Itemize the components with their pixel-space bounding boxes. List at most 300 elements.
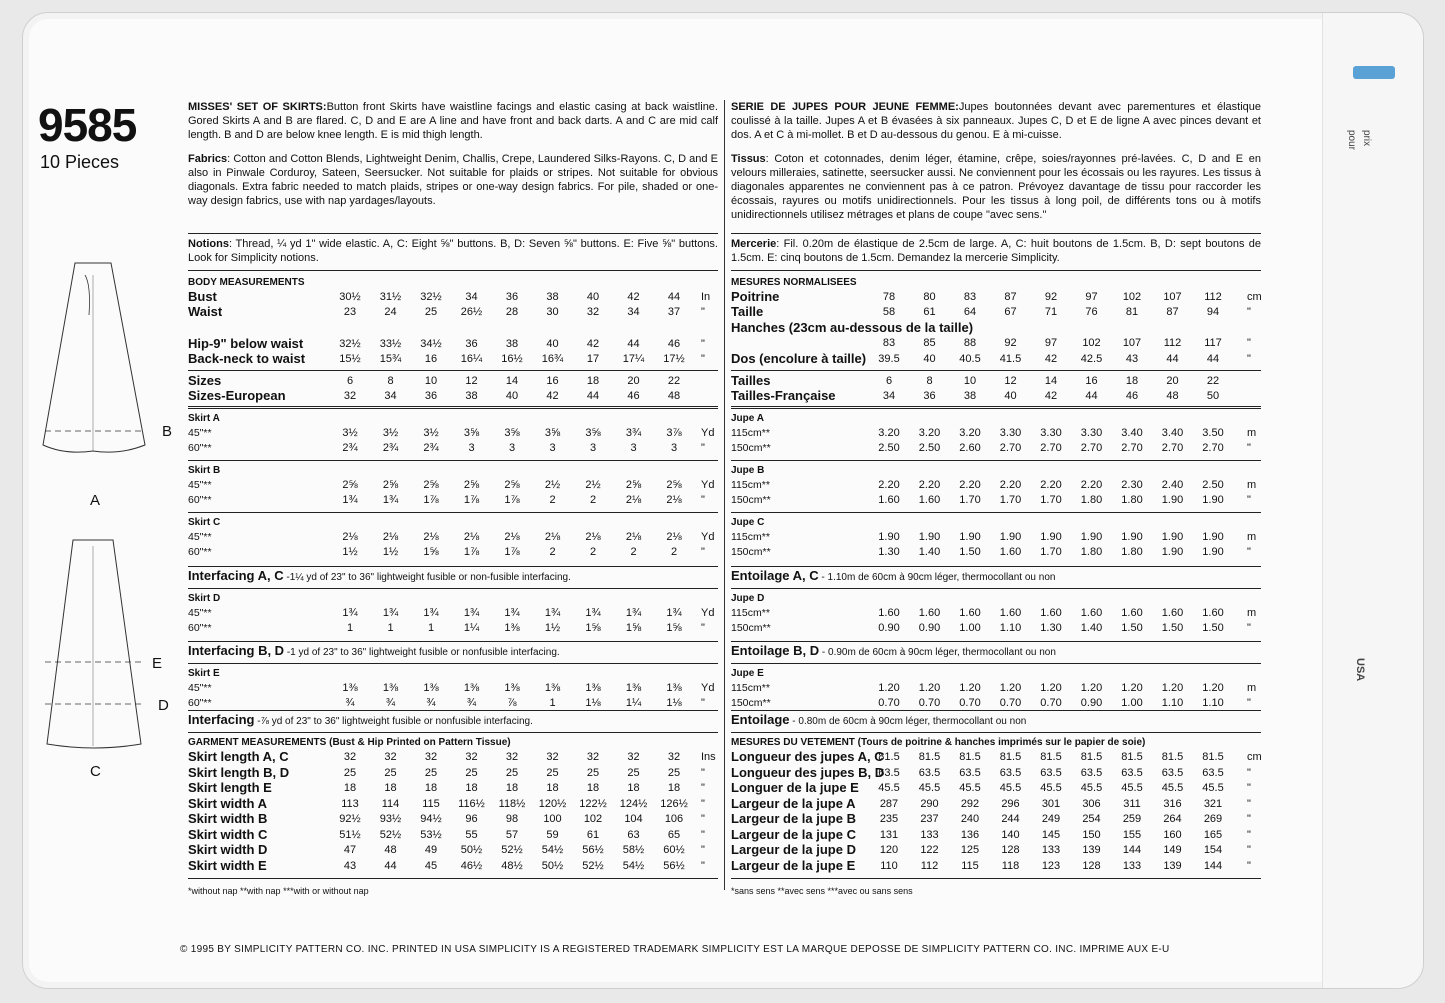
fr-garment-row xyxy=(731,828,1261,842)
fr-width-label: 150cm** xyxy=(731,697,771,709)
en-garment-title: GARMENT MEASUREMENTS (Bust & Hip Printed on Pattern Tissue) xyxy=(188,737,511,748)
fr-skirt-value: 3.30 xyxy=(1080,427,1103,439)
en-garment-row-value: 122½ xyxy=(579,797,607,810)
en-garment-row xyxy=(188,843,718,857)
en-skirt-value: 1⅞ xyxy=(504,546,520,558)
en-width-label: 60"** xyxy=(188,494,212,506)
en-garment-row-value: 63 xyxy=(627,828,640,841)
fr-skirt-value: 1.20 xyxy=(918,682,941,694)
en-skirt-value: 3⅝ xyxy=(585,427,601,439)
en-garment-row-value: 104 xyxy=(624,813,643,825)
en-garment-row-value: 50½ xyxy=(460,844,483,856)
fr-garment-row-value: 244 xyxy=(1001,813,1020,825)
en-body-row-value: 34 xyxy=(465,291,478,303)
column-divider xyxy=(724,100,725,890)
en-garment-row-value: 32 xyxy=(505,751,519,763)
en-interfacing-e-title: Interfacing xyxy=(188,712,255,727)
en-garment-row-value: 47 xyxy=(343,844,357,856)
fr-interfacing-ac-title: Entoilage A, C xyxy=(731,568,819,583)
fr-garment-row-label: Longuer de la jupe E xyxy=(731,780,859,795)
fr-skirt-value: 1.20 xyxy=(999,682,1022,694)
en-skirt-value: 2⅛ xyxy=(666,531,682,543)
fr-skirt-value: 1.80 xyxy=(1121,546,1143,558)
fr-body-row-value: 38 xyxy=(963,390,977,402)
en-skirt-value: 1¼ xyxy=(625,697,642,709)
fr-body-row-value: 88 xyxy=(963,337,977,349)
en-garment-row-value: 57 xyxy=(505,828,519,841)
fr-garment-row-value: 128 xyxy=(1001,844,1020,856)
fr-skirt-value: 1.60 xyxy=(1161,607,1184,619)
fr-skirt-value: 2.70 xyxy=(1202,442,1224,454)
fr-body-row-label: Dos (encolure à taille) xyxy=(731,351,867,366)
fr-body-row-label: Tailles-Française xyxy=(731,388,836,403)
fr-interfacing-e-title: Entoilage xyxy=(731,712,790,727)
en-garment-row-value: 32 xyxy=(667,751,681,763)
fr-skirt-unit: m xyxy=(1247,682,1257,694)
en-garment-row-value: 51½ xyxy=(339,828,361,841)
en-body-row-value: 32 xyxy=(586,306,600,318)
en-rule xyxy=(188,233,718,234)
en-body-row-value: 16¾ xyxy=(541,353,564,365)
en-skirt-value: 2¾ xyxy=(342,442,358,454)
fr-garment-row-label: Largeur de la jupe C xyxy=(731,826,856,842)
fr-interfacing-bd-title: Entoilage B, D xyxy=(731,643,820,658)
fr-garment-row-value: 45.5 xyxy=(1121,782,1143,794)
en-body-row-label: Back-neck to waist xyxy=(188,351,306,366)
fr-body-row-value: 8 xyxy=(926,375,933,387)
skirt-cde-illustration xyxy=(25,532,175,762)
fr-body-row xyxy=(731,389,1261,403)
fr-body-row-value: 83 xyxy=(882,337,896,349)
en-body-row-value: 33½ xyxy=(379,338,402,350)
en-rule xyxy=(188,512,718,513)
fr-skirt-value: 0.70 xyxy=(999,697,1022,709)
en-garment-row xyxy=(188,781,718,795)
en-garment-row-value: 49 xyxy=(424,844,438,856)
fr-footnote: *sans sens **avec sens ***avec ou sans sens xyxy=(731,886,913,896)
fr-garment-row-value: 140 xyxy=(1001,828,1020,841)
en-skirt-value: 1¾ xyxy=(666,607,682,619)
fr-rule xyxy=(731,710,1261,711)
fr-skirt-value: 1.80 xyxy=(1080,494,1103,506)
en-body-row-unit: " xyxy=(701,306,705,318)
en-skirt-value: ¾ xyxy=(385,697,396,709)
en-skirt-value: 1¾ xyxy=(585,607,601,619)
en-garment-row-value: 25 xyxy=(627,766,640,779)
fr-rule xyxy=(731,588,1261,589)
fr-width-label: 115cm** xyxy=(731,427,770,439)
fr-skirt-value: 1.90 xyxy=(1161,546,1184,558)
fr-skirt-value: 3.50 xyxy=(1202,427,1224,439)
fr-skirt-value: 2.20 xyxy=(1080,479,1103,491)
en-body-row-value: 17¼ xyxy=(622,353,645,365)
fr-skirt-unit: m xyxy=(1247,427,1257,439)
fr-skirt-value: 1.90 xyxy=(1202,494,1224,506)
en-body-row-unit: In xyxy=(701,291,711,303)
en-skirt-value: 3⅝ xyxy=(463,427,480,439)
en-body-row-label: Bust xyxy=(188,289,217,304)
en-body-row-value: 8 xyxy=(387,375,394,387)
flap-price-label-2: pour xyxy=(1346,130,1357,151)
en-fabrics-title: Fabrics xyxy=(188,153,228,165)
en-skirt-value: 2 xyxy=(630,546,637,558)
fr-garment-row-value: 118 xyxy=(1001,859,1020,872)
fr-body-row-value: 107 xyxy=(1122,337,1142,349)
fr-body-row-value: 44 xyxy=(1166,353,1179,365)
fr-garment-row-value: 45.5 xyxy=(959,782,981,794)
en-rule xyxy=(188,641,718,642)
fr-body-row-value: 102 xyxy=(1082,337,1101,349)
fr-skirt-value: 1.20 xyxy=(1161,682,1184,694)
fr-skirt-unit: " xyxy=(1247,494,1251,506)
en-interfacing-ac-text: -1¼ yd of 23" to 36" lightweight fusible or non-fusible interfacing. xyxy=(283,572,571,583)
en-garment-row-value: 46½ xyxy=(460,859,483,872)
fr-garment-row-value: 63.5 xyxy=(878,766,900,779)
en-garment-row-label: Skirt width C xyxy=(188,826,268,842)
fr-body-row-value: 92 xyxy=(1004,337,1017,349)
fr-body-row-unit: " xyxy=(1247,353,1251,365)
fr-garment-row-value: 139 xyxy=(1082,844,1101,856)
fr-rule xyxy=(731,566,1261,567)
en-rule xyxy=(188,878,718,879)
fr-skirt-value: 1.90 xyxy=(999,531,1022,543)
fr-garment-row-value: 301 xyxy=(1041,797,1061,810)
en-skirt-value: 1¾ xyxy=(625,607,642,619)
en-body-row-value: 44 xyxy=(667,291,681,303)
en-body-row-value: 23 xyxy=(343,306,357,318)
en-skirt-value: 2⅛ xyxy=(544,531,561,543)
fr-skirt-value: 2.20 xyxy=(999,479,1022,491)
fr-body-row-label: Hanches (23cm au-dessous de la taille) xyxy=(731,320,974,335)
en-skirt-value: 1¾ xyxy=(382,607,399,619)
en-body-row-value: 30½ xyxy=(339,291,361,303)
en-body-row-value: 31½ xyxy=(379,291,402,303)
en-body-row-value: 46 xyxy=(627,390,640,402)
fr-garment-row-unit: " xyxy=(1247,797,1251,810)
en-garment-row-value: 52½ xyxy=(379,828,402,841)
fr-garment-row-value: 120 xyxy=(879,844,899,856)
fr-garment-row-value: 122 xyxy=(920,844,939,856)
en-body-row-value: 10 xyxy=(424,375,438,387)
en-body-row-value: 44 xyxy=(586,390,600,402)
fr-fabrics xyxy=(731,152,1261,222)
en-garment-row-value: 59 xyxy=(546,828,559,841)
fr-garment-row-unit: " xyxy=(1247,766,1251,779)
fr-garment-row xyxy=(731,859,1261,873)
fr-skirt-value: 1.60 xyxy=(999,607,1022,619)
fr-skirt-value: 2.20 xyxy=(878,479,900,491)
fr-skirt-value: 1.20 xyxy=(1080,682,1103,694)
en-skirt-value: 1⅜ xyxy=(504,682,520,694)
en-skirt-value: 2⅛ xyxy=(625,494,642,506)
en-interfacing-bd-title: Interfacing B, D xyxy=(188,643,285,658)
en-skirt-value: 2¾ xyxy=(423,442,439,454)
en-body-row-value: 36 xyxy=(505,291,519,303)
en-skirt-row xyxy=(188,681,718,695)
fr-body-row xyxy=(731,336,1261,350)
fr-body-row-value: 112 xyxy=(1204,291,1222,303)
fr-skirt-value: 1.30 xyxy=(1040,622,1062,634)
fr-garment-row-value: 81.5 xyxy=(1040,751,1062,763)
fr-skirt-value: 1.60 xyxy=(1080,607,1103,619)
fr-body-row-unit: " xyxy=(1247,337,1251,349)
en-skirt-unit: Yd xyxy=(701,479,715,491)
en-skirt-value: 2⅝ xyxy=(423,479,439,491)
fr-body-row-value: 67 xyxy=(1004,306,1017,318)
fr-skirt-value: 1.90 xyxy=(959,531,981,543)
en-body-row-value: 24 xyxy=(384,306,397,318)
fr-body-row-value: 50 xyxy=(1206,390,1220,402)
fr-skirt-value: 1.90 xyxy=(1080,531,1103,543)
en-garment-row-unit: " xyxy=(701,828,705,841)
copyright-footer: © 1995 BY SIMPLICITY PATTERN CO. INC. PRINTED IN USA SIMPLICITY IS A REGISTERED TRADEMARK SIMPLICITY EST LA MARQUE DEPOSSE DE SIMPLICITY PATTERN CO. INC. IMPRIME AUX E-U xyxy=(180,944,1170,955)
fr-garment-row-value: 249 xyxy=(1041,813,1061,825)
fr-skirt-value: 2.70 xyxy=(1080,442,1103,454)
en-skirt-value: 2⅛ xyxy=(423,531,439,543)
fr-skirt-value: 0.70 xyxy=(959,697,981,709)
en-garment-row-label: Skirt width D xyxy=(188,842,268,857)
skirt-ab-illustration xyxy=(25,255,175,485)
en-skirt-unit: " xyxy=(701,622,705,634)
en-garment-row-value: 45 xyxy=(424,859,438,872)
fr-body-row-value: 10 xyxy=(963,375,977,387)
fr-skirt-value: 1.70 xyxy=(1040,546,1062,558)
en-garment-row-value: 56½ xyxy=(663,859,685,872)
fr-width-label: 115cm** xyxy=(731,682,770,694)
fr-skirt-row xyxy=(731,493,1261,507)
en-skirt-value: 1¾ xyxy=(382,494,399,506)
en-skirt-unit: " xyxy=(701,442,705,454)
fr-skirt-value: 3.20 xyxy=(918,427,941,439)
en-garment-row-value: 56½ xyxy=(582,844,604,856)
en-garment-row-value: 113 xyxy=(341,797,359,810)
en-interfacing-e xyxy=(188,713,533,729)
figure-label-c: C xyxy=(90,763,101,780)
fr-width-label: 150cm** xyxy=(731,546,771,558)
fr-body-row-value: 40 xyxy=(923,353,936,365)
en-body-row-label: Sizes-European xyxy=(188,388,286,403)
fr-skirt-title: Jupe C xyxy=(731,517,765,528)
fr-garment-row-label: Largeur de la jupe D xyxy=(731,842,856,857)
en-body-row-value: 17 xyxy=(586,353,600,365)
fr-notions-text: : Fil. 0.20m de élastique de 2.5cm de large. A, C: huit boutons de 1.5cm. B, D: sept boutons de 1.5cm. E: cinq boutons de 1.5cm. Demandez la mercerie Simplicity. xyxy=(731,238,1261,264)
fr-body-row-unit: cm xyxy=(1247,291,1262,303)
fr-body-row-value: 117 xyxy=(1204,337,1222,349)
fr-body-row-value: 92 xyxy=(1044,291,1058,303)
fr-garment-row-value: 63.5 xyxy=(959,766,981,779)
en-skirt-title: Skirt E xyxy=(188,668,220,679)
fr-skirt-value: 1.60 xyxy=(1040,607,1062,619)
en-garment-row-label: Skirt length A, C xyxy=(188,749,289,764)
fr-skirt-value: 1.90 xyxy=(1161,531,1184,543)
fr-skirt-value: 1.90 xyxy=(1202,546,1224,558)
fr-garment-row-unit: " xyxy=(1247,828,1251,841)
en-skirt-value: 1⅜ xyxy=(382,682,399,694)
fr-garment-row-value: 63.5 xyxy=(1121,766,1143,779)
en-skirt-value: 2⅝ xyxy=(666,479,682,491)
en-description xyxy=(188,100,718,142)
fr-notions-title: Mercerie xyxy=(731,238,777,250)
en-body-row-value: 36 xyxy=(465,338,478,350)
en-width-label: 60"** xyxy=(188,697,212,709)
en-skirt-value: 1⅞ xyxy=(463,546,480,558)
fr-rule xyxy=(731,460,1261,461)
fr-skirt-value: 1.50 xyxy=(1161,622,1184,634)
fr-body-row-value: 42.5 xyxy=(1080,353,1103,365)
en-skirt-value: 1 xyxy=(427,622,435,634)
en-garment-row-value: 61 xyxy=(586,828,600,841)
fr-skirt-value: 1.50 xyxy=(1121,622,1143,634)
fr-skirt-value: 2.60 xyxy=(959,442,981,454)
fr-skirt-value: 2.20 xyxy=(1040,479,1062,491)
en-skirt-title: Skirt C xyxy=(188,517,221,528)
fr-body-row-label: Poitrine xyxy=(731,289,780,304)
en-skirt-unit: Yd xyxy=(701,607,715,619)
fr-skirt-value: 1.60 xyxy=(878,494,900,506)
en-body-row-value: 15½ xyxy=(339,353,361,365)
en-skirt-row xyxy=(188,545,718,559)
fr-garment-row-value: 254 xyxy=(1082,813,1101,825)
en-rule xyxy=(188,588,718,589)
fr-garment-row-value: 321 xyxy=(1203,797,1223,810)
en-skirt-value: 1⅞ xyxy=(423,494,439,506)
fr-skirt-value: 1.60 xyxy=(999,546,1022,558)
en-garment-row-value: 18 xyxy=(627,782,640,794)
en-garment-row-value: 60½ xyxy=(663,844,685,856)
fr-garment-row-value: 259 xyxy=(1122,813,1142,825)
en-skirt-value: 1⅜ xyxy=(625,682,642,694)
en-skirt-value: 1⅜ xyxy=(666,682,682,694)
fr-garment-row-value: 306 xyxy=(1082,797,1101,810)
en-skirt-value: 2 xyxy=(549,546,556,558)
en-garment-row-value: 52½ xyxy=(501,844,523,856)
en-garment-row-value: 58½ xyxy=(622,844,645,856)
en-skirt-value: ¾ xyxy=(426,697,436,709)
en-skirt-value: ¾ xyxy=(466,697,477,709)
en-body-row-value: 32½ xyxy=(420,291,442,303)
fr-garment-row-value: 81.5 xyxy=(1202,751,1224,763)
fr-width-label: 150cm** xyxy=(731,622,771,634)
en-body-row xyxy=(188,305,718,319)
fr-skirt-row xyxy=(731,696,1261,710)
en-skirt-value: 1¼ xyxy=(463,622,480,634)
fr-description-text: Jupes boutonnées devant avec parementures et élastique coulissé à la taille. Jupes A et B évasées à six panneaux. Jupes C, D et E de ligne A avec pinces devant et dos. A et C à mi-mollet. B et D au-dessous du genou. E à mi-cuisse. xyxy=(731,101,1261,141)
fr-body-row-value: 76 xyxy=(1085,306,1098,318)
figure-label-e: E xyxy=(152,655,163,672)
fr-body-row-value: 71 xyxy=(1044,306,1058,318)
en-garment-row-value: 18 xyxy=(505,782,519,794)
fr-rule xyxy=(731,512,1261,513)
en-body-row xyxy=(188,389,718,403)
en-skirt-value: 2¾ xyxy=(382,442,399,454)
en-width-label: 60"** xyxy=(188,546,212,558)
pieces-count: 10 Pieces xyxy=(40,152,120,172)
en-body-row xyxy=(188,374,718,388)
en-body-row-value: 42 xyxy=(546,390,559,402)
en-skirt-unit: " xyxy=(701,697,705,709)
fr-body-row-value: 94 xyxy=(1206,306,1220,318)
fr-skirt-value: 1.20 xyxy=(1121,682,1143,694)
fr-skirt-value: 2.70 xyxy=(1121,442,1143,454)
fr-body-row-value: 87 xyxy=(1004,291,1017,303)
fr-skirt-value: 1.80 xyxy=(1080,546,1103,558)
en-skirt-value: 1⅝ xyxy=(423,546,439,558)
fr-skirt-value: 1.90 xyxy=(918,531,941,543)
fr-rule xyxy=(731,408,1261,409)
en-skirt-unit: Yd xyxy=(701,682,715,694)
en-garment-row xyxy=(188,750,718,764)
en-body-row-value: 46 xyxy=(667,338,681,350)
figure-label-d: D xyxy=(158,697,169,714)
fr-garment-row-value: 269 xyxy=(1203,813,1223,825)
en-body-row-label: Hip-9" below waist xyxy=(188,336,304,351)
en-rule xyxy=(188,663,718,664)
fr-body-row-value: 61 xyxy=(923,306,936,318)
fr-body-row-value: 58 xyxy=(882,306,896,318)
fr-skirt-value: 3.30 xyxy=(1040,427,1062,439)
en-skirt-value: 3 xyxy=(670,442,678,454)
en-body-row-value: 12 xyxy=(465,375,478,387)
en-garment-row-unit: " xyxy=(701,782,705,794)
fr-description xyxy=(731,100,1261,142)
en-rule xyxy=(188,370,718,371)
en-garment-row-value: 32 xyxy=(384,751,397,763)
en-rule xyxy=(188,566,718,567)
fr-skirt-value: 1.90 xyxy=(1202,531,1224,543)
fr-skirt-value: 2.30 xyxy=(1121,479,1143,491)
fr-rule xyxy=(731,878,1261,879)
en-skirt-value: 3⅝ xyxy=(544,427,561,439)
en-garment-row-value: 44 xyxy=(384,859,397,872)
en-body-row-value: 30 xyxy=(546,306,559,318)
en-garment-row-value: 25 xyxy=(384,766,397,779)
fr-interfacing-bd xyxy=(731,644,1056,660)
fr-garment-row-value: 110 xyxy=(880,859,898,872)
en-body-row-label: Sizes xyxy=(188,373,222,388)
en-garment-row-value: 98 xyxy=(505,813,519,825)
fr-skirt-value: 2.50 xyxy=(1202,479,1224,491)
en-skirt-value: 1⅜ xyxy=(504,622,520,634)
en-body-row-value: 38 xyxy=(505,338,519,350)
fr-skirt-title: Jupe E xyxy=(731,668,764,679)
en-garment-row-value: 18 xyxy=(343,782,357,794)
en-body-row-value: 34 xyxy=(627,306,640,318)
fr-garment-row-value: 81.5 xyxy=(1121,751,1143,763)
en-garment-row-value: 18 xyxy=(465,782,478,794)
fr-garment-row-value: 123 xyxy=(1041,859,1061,872)
fr-garment-row-label: Largeur de la jupe B xyxy=(731,811,856,826)
fr-skirt-value: 2.50 xyxy=(878,442,900,454)
en-body-row-value: 16¼ xyxy=(460,353,483,365)
fr-skirt-value: 1.00 xyxy=(959,622,981,634)
en-body-row-value: 16½ xyxy=(501,353,523,365)
en-skirt-value: 1¾ xyxy=(423,607,439,619)
fr-garment-row-value: 237 xyxy=(920,813,939,825)
fr-skirt-value: 3.30 xyxy=(999,427,1022,439)
fr-body-row-value: 41.5 xyxy=(999,353,1022,365)
fr-garment-row-value: 63.5 xyxy=(1080,766,1103,779)
fr-skirt-value: 3.20 xyxy=(878,427,900,439)
fr-garment-row-value: 264 xyxy=(1163,813,1182,825)
fr-skirt-value: 1.70 xyxy=(1040,494,1062,506)
en-body-row-value: 28 xyxy=(505,306,519,318)
en-skirt-value: 1⅜ xyxy=(544,682,561,694)
en-garment-row-unit: " xyxy=(701,859,705,872)
en-skirt-row xyxy=(188,696,718,710)
fr-skirt-value: 1.20 xyxy=(1040,682,1062,694)
fr-body-row-value: 87 xyxy=(1166,306,1179,318)
fr-body-row-value: 44 xyxy=(1206,353,1220,365)
